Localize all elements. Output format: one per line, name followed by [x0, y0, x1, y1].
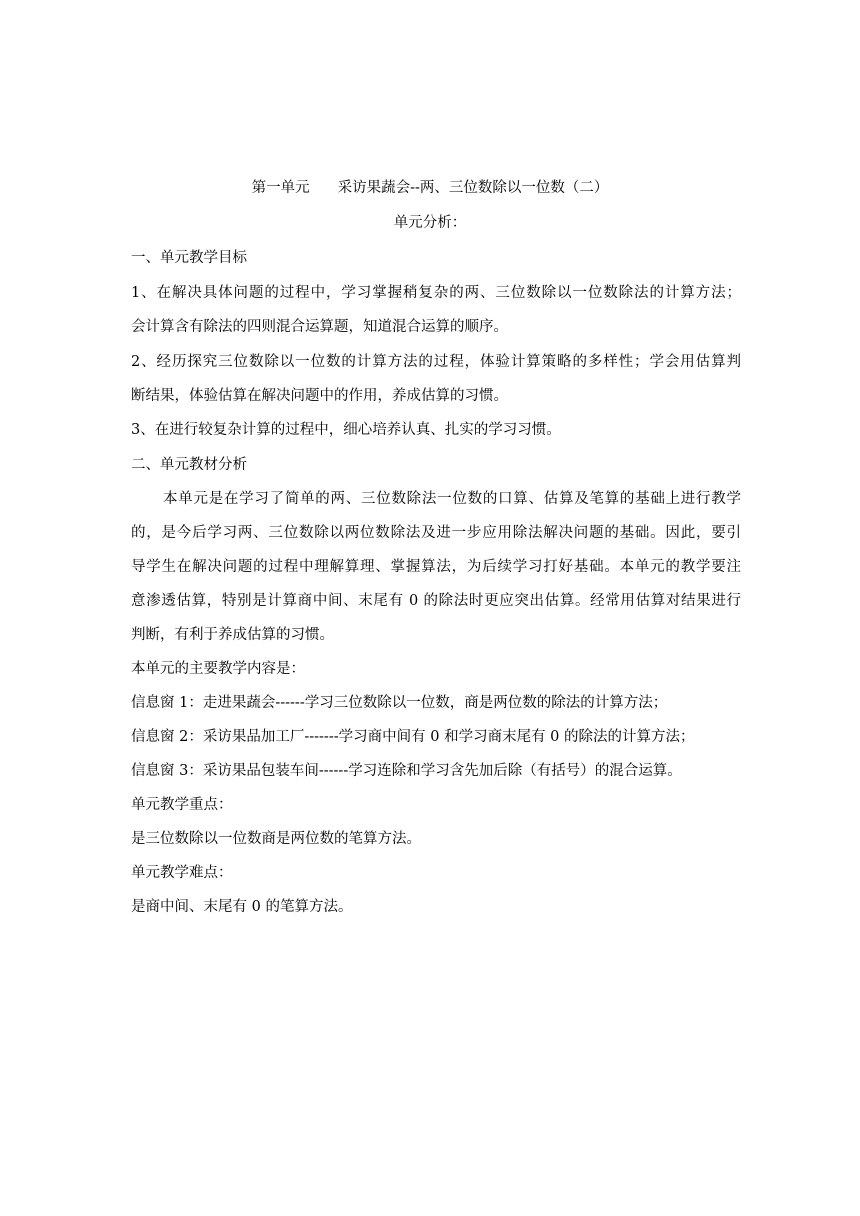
goal-3-line-1: 3、在进行较复杂计算的过程中，细心培养认真、扎实的学习习惯。: [131, 422, 561, 438]
document-title: [0, 178, 860, 198]
key-point-heading: 单元教学重点：: [131, 797, 233, 813]
goal-1-line-1: 1、在解决具体问题的过程中，学习掌握稍复杂的两、三位数除以一位数除法的计算方法；: [131, 285, 741, 301]
paragraph-line-1: 本单元是在学习了简单的两、三位数除法一位数的口算、估算及笔算的基础上进行教学: [163, 491, 741, 507]
difficulty-heading: 单元教学难点：: [131, 865, 233, 881]
difficulty-text: 是商中间、末尾有 0 的笔算方法。: [131, 899, 353, 915]
paragraph-line-4: 意渗透估算，特别是计算商中间、末尾有 0 的除法时更应突出估算。经常用估算对结果进行: [131, 593, 741, 609]
key-point-text: 是三位数除以一位数商是两位数的笔算方法。: [131, 831, 421, 847]
content-heading: 本单元的主要教学内容是：: [131, 661, 305, 677]
info-window-2: 信息窗 2：采访果品加工厂-------学习商中间有 0 和学习商末尾有 0 的除法的计算方法；: [131, 729, 695, 745]
title-topic: 采访果蔬会--两、三位数除以一位数（二）: [337, 180, 609, 196]
goal-2-line-2: 断结果，体验估算在解决问题中的作用，养成估算的习惯。: [131, 388, 508, 404]
paragraph-line-2: 的，是今后学习两、三位数除以两位数除法及进一步应用除法解决问题的基础。因此，要引: [131, 525, 741, 541]
goal-2-line-1: 2、经历探究三位数除以一位数的计算方法的过程，体验计算策略的多样性；学会用估算判: [131, 354, 741, 370]
section-heading-goals: 一、单元教学目标: [131, 250, 247, 266]
section-heading-materials: 二、单元教材分析: [131, 457, 247, 473]
paragraph-line-3: 导学生在解决问题的过程中理解算理、掌握算法，为后续学习打好基础。本单元的教学要注: [131, 559, 741, 575]
info-window-1: 信息窗 1：走进果蔬会------学习三位数除以一位数，商是两位数的除法的计算方法；: [131, 695, 668, 711]
title-unit: 第一单元: [251, 180, 310, 196]
document-subtitle: 单元分析：: [393, 215, 467, 231]
paragraph-line-5: 判断，有利于养成估算的习惯。: [131, 627, 334, 643]
goal-1-line-2: 会计算含有除法的四则混合运算题，知道混合运算的顺序。: [131, 319, 508, 335]
info-window-3: 信息窗 3：采访果品包装车间------学习连除和学习含先加后除（有括号）的混合运算。: [131, 763, 682, 779]
